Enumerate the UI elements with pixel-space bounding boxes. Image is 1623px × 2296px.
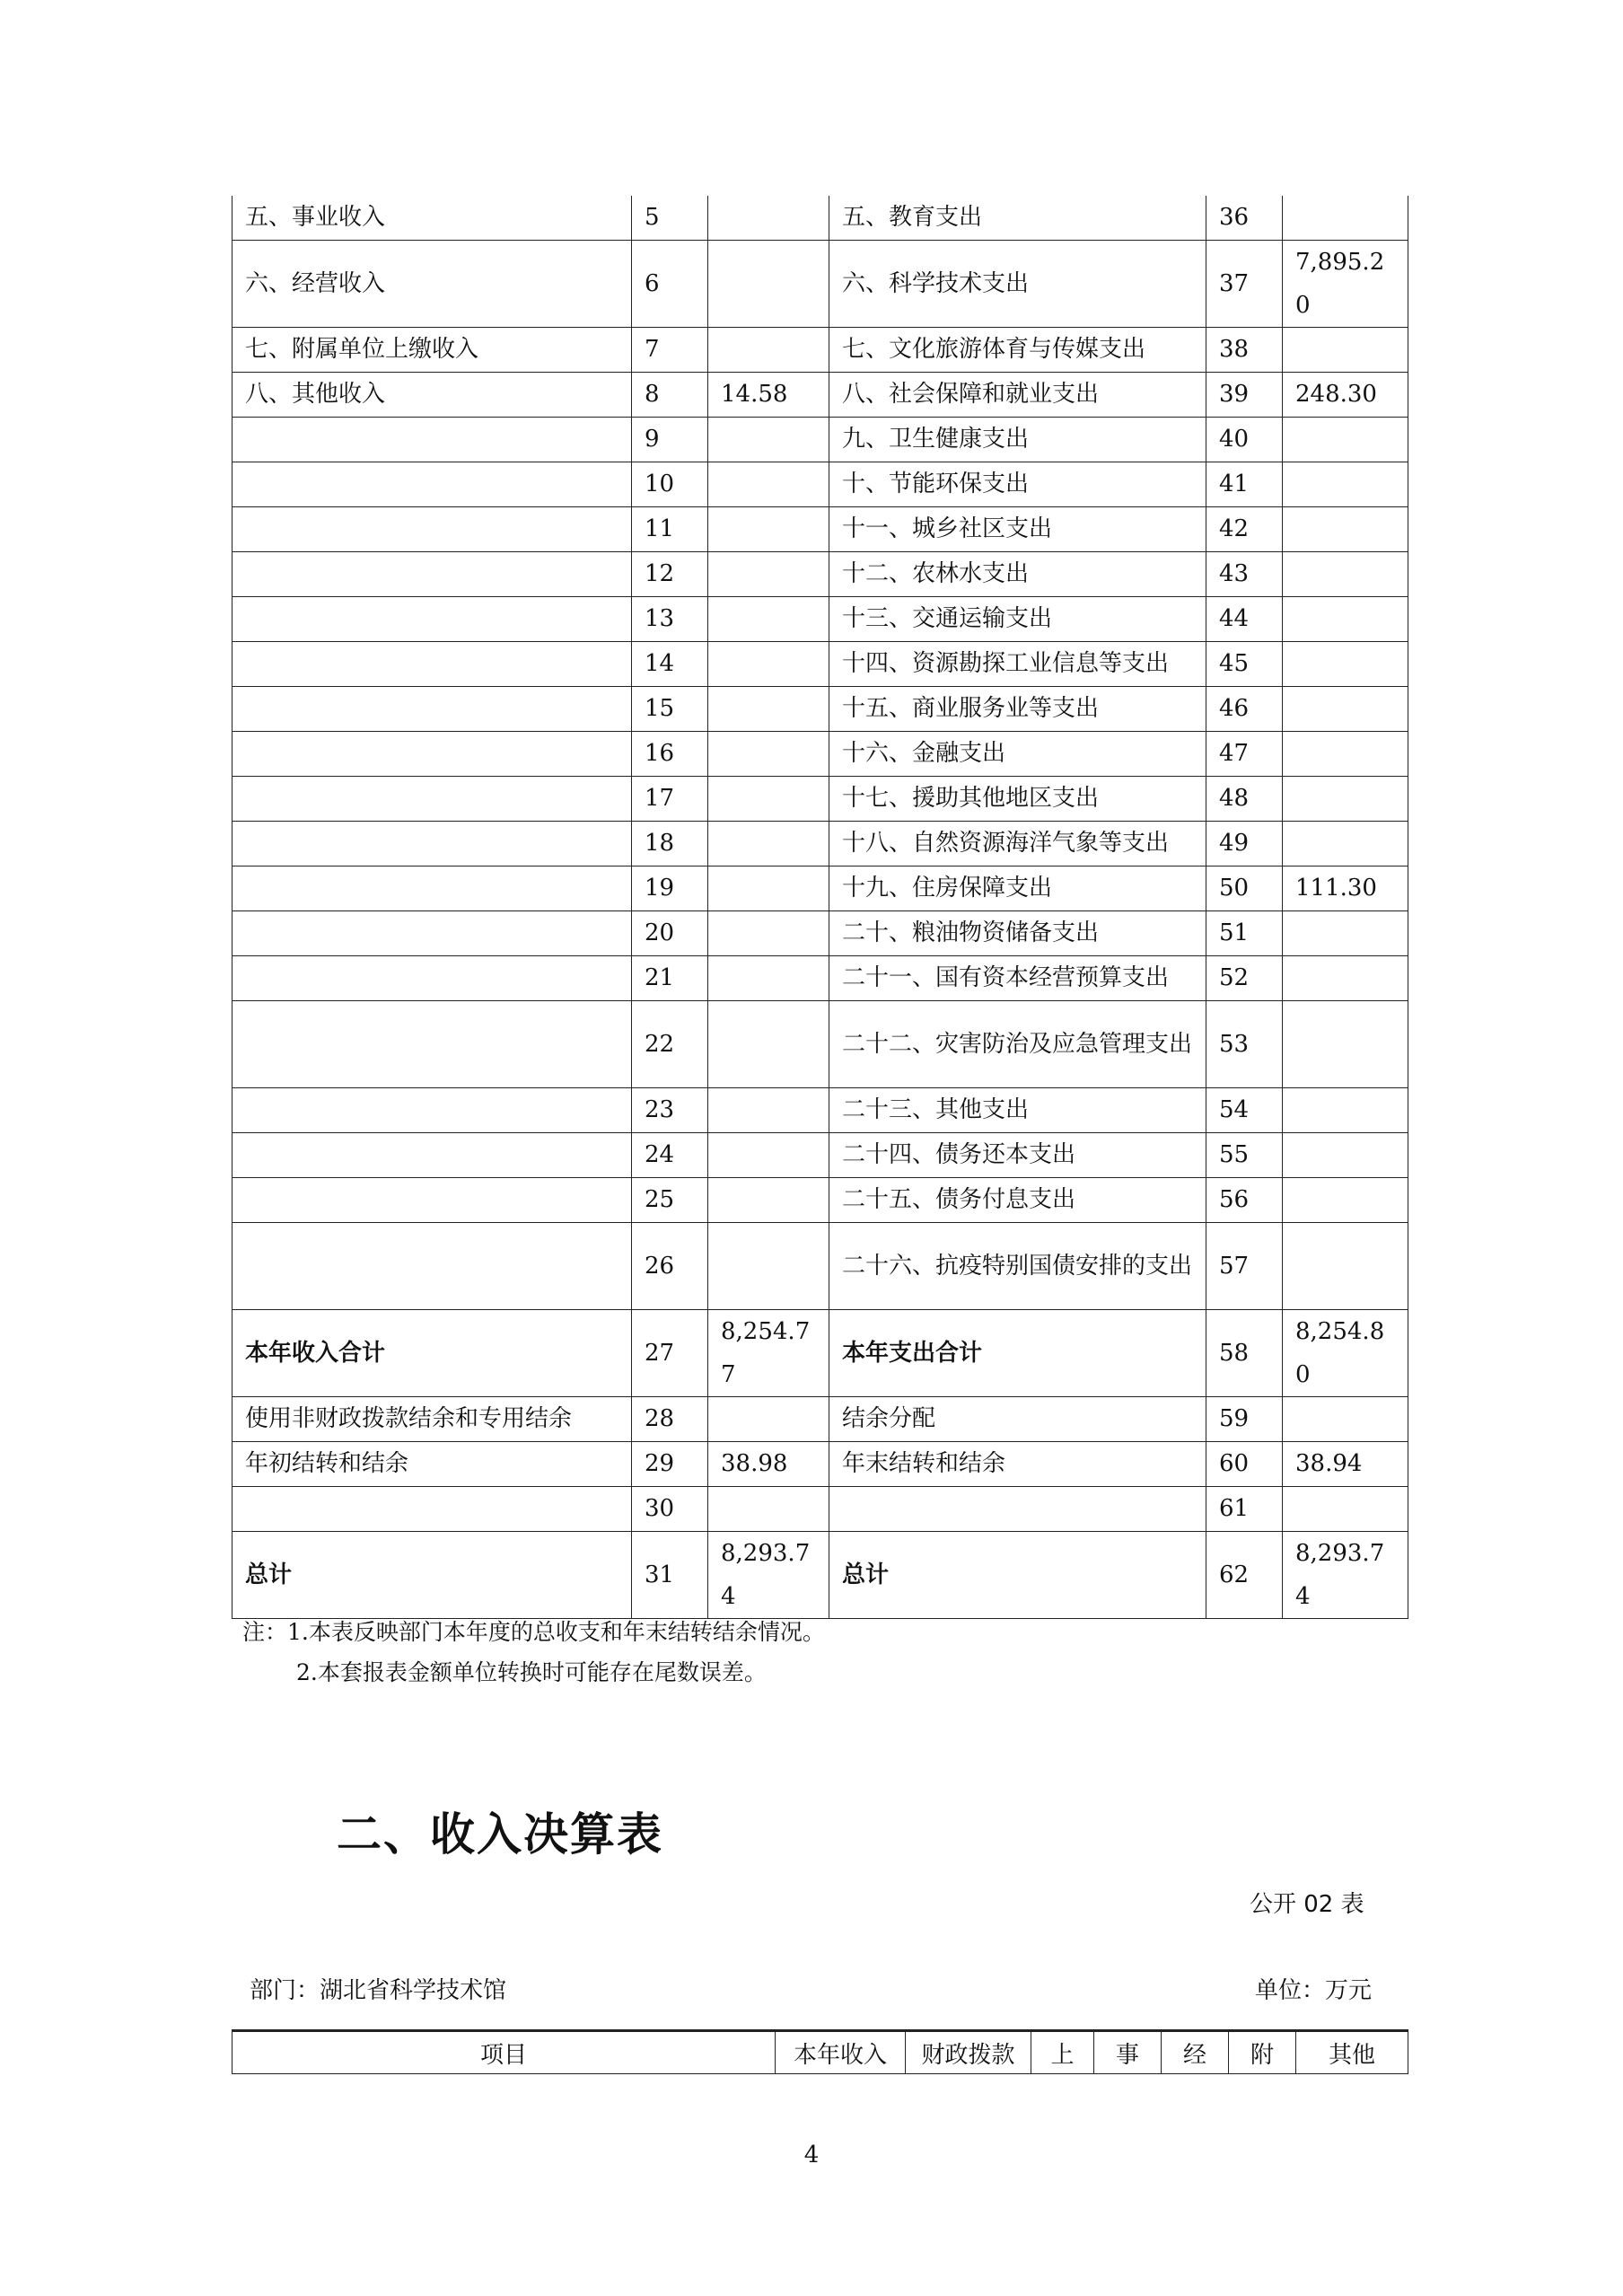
expense-item: 年末结转和结余 [829, 1442, 1206, 1487]
expense-amount [1283, 1178, 1408, 1223]
income-item [232, 687, 632, 732]
income-item: 六、经营收入 [232, 241, 632, 328]
page-number: 4 [803, 2142, 820, 2168]
income-amount [708, 1223, 829, 1310]
income-amount [708, 1133, 829, 1178]
income-line-no: 30 [632, 1487, 708, 1532]
table-row [232, 1310, 1408, 1397]
income-line-no: 11 [632, 507, 708, 552]
expense-amount [1283, 777, 1408, 822]
income-item [232, 1223, 632, 1310]
income-line-no: 13 [632, 597, 708, 642]
expense-amount [1283, 1133, 1408, 1178]
income-item: 使用非财政拨款结余和专用结余 [232, 1397, 632, 1442]
income-item [232, 1178, 632, 1223]
income-item [232, 732, 632, 777]
column-header: 本年收入 [776, 2031, 906, 2074]
income-table-header [232, 2029, 1408, 2074]
expense-item: 十八、自然资源海洋气象等支出 [829, 822, 1206, 866]
table-row [232, 1088, 1408, 1133]
expense-line-no: 49 [1206, 822, 1283, 866]
income-amount [708, 777, 829, 822]
expense-amount [1283, 552, 1408, 597]
expense-line-no: 61 [1206, 1487, 1283, 1532]
expense-amount [1283, 1001, 1408, 1088]
income-line-no: 23 [632, 1088, 708, 1133]
expense-line-no: 58 [1206, 1310, 1283, 1397]
expense-amount [1283, 1397, 1408, 1442]
income-line-no: 29 [632, 1442, 708, 1487]
income-amount [708, 328, 829, 373]
expense-line-no: 54 [1206, 1088, 1283, 1133]
expense-item: 十九、住房保障支出 [829, 866, 1206, 911]
table-row [232, 1532, 1408, 1619]
income-line-no: 15 [632, 687, 708, 732]
expense-item: 十三、交通运输支出 [829, 597, 1206, 642]
income-item [232, 1088, 632, 1133]
income-line-no: 16 [632, 732, 708, 777]
expense-line-no: 60 [1206, 1442, 1283, 1487]
income-line-no: 20 [632, 911, 708, 956]
expense-line-no: 38 [1206, 328, 1283, 373]
expense-line-no: 55 [1206, 1133, 1283, 1178]
expense-item: 七、文化旅游体育与传媒支出 [829, 328, 1206, 373]
table-row [232, 956, 1408, 1001]
table-row [232, 462, 1408, 507]
column-header: 财政拨款 [906, 2031, 1031, 2074]
income-line-no: 27 [632, 1310, 708, 1397]
expense-amount: 8,293.74 [1283, 1532, 1408, 1619]
expense-item: 二十四、债务还本支出 [829, 1133, 1206, 1178]
expense-item: 五、教育支出 [829, 196, 1206, 241]
table-row [232, 373, 1408, 418]
table-row [232, 597, 1408, 642]
expense-amount [1283, 462, 1408, 507]
expense-amount [1283, 732, 1408, 777]
table-row [232, 328, 1408, 373]
table-row [232, 866, 1408, 911]
income-amount [708, 418, 829, 462]
table-row [232, 1178, 1408, 1223]
income-item: 七、附属单位上缴收入 [232, 328, 632, 373]
expense-amount [1283, 822, 1408, 866]
expense-amount [1283, 507, 1408, 552]
income-amount [708, 507, 829, 552]
income-item [232, 1001, 632, 1088]
expense-amount [1283, 196, 1408, 241]
expense-amount [1283, 328, 1408, 373]
income-item [232, 418, 632, 462]
expense-line-no: 50 [1206, 866, 1283, 911]
income-item [232, 822, 632, 866]
expense-amount: 8,254.80 [1283, 1310, 1408, 1397]
expense-line-no: 43 [1206, 552, 1283, 597]
expense-line-no: 48 [1206, 777, 1283, 822]
expense-amount: 7,895.20 [1283, 241, 1408, 328]
table-row [232, 687, 1408, 732]
income-line-no: 12 [632, 552, 708, 597]
income-amount [708, 196, 829, 241]
expense-item: 十四、资源勘探工业信息等支出 [829, 642, 1206, 687]
expense-item: 十二、农林水支出 [829, 552, 1206, 597]
table-row [232, 1133, 1408, 1178]
income-line-no: 31 [632, 1532, 708, 1619]
expense-item: 二十五、债务付息支出 [829, 1178, 1206, 1223]
expense-line-no: 56 [1206, 1178, 1283, 1223]
column-header: 上 [1031, 2031, 1094, 2074]
income-item [232, 866, 632, 911]
income-amount [708, 866, 829, 911]
expense-line-no: 41 [1206, 462, 1283, 507]
income-item: 八、其他收入 [232, 373, 632, 418]
income-item [232, 462, 632, 507]
expense-line-no: 52 [1206, 956, 1283, 1001]
income-item [232, 507, 632, 552]
table-code: 公开 02 表 [1250, 1891, 1364, 1918]
expense-line-no: 44 [1206, 597, 1283, 642]
income-amount [708, 687, 829, 732]
table-row [232, 418, 1408, 462]
income-amount: 14.58 [708, 373, 829, 418]
income-amount [708, 462, 829, 507]
income-amount [708, 1088, 829, 1133]
income-line-no: 9 [632, 418, 708, 462]
income-amount [708, 1397, 829, 1442]
expense-item: 本年支出合计 [829, 1310, 1206, 1397]
income-item [232, 642, 632, 687]
income-line-no: 19 [632, 866, 708, 911]
income-amount [708, 642, 829, 687]
expense-line-no: 59 [1206, 1397, 1283, 1442]
income-amount [708, 552, 829, 597]
expense-item: 结余分配 [829, 1397, 1206, 1442]
column-header: 项目 [232, 2031, 776, 2074]
income-line-no: 5 [632, 196, 708, 241]
income-line-no: 21 [632, 956, 708, 1001]
income-item [232, 777, 632, 822]
income-amount [708, 822, 829, 866]
expense-item: 九、卫生健康支出 [829, 418, 1206, 462]
table-row [232, 196, 1408, 241]
expense-item: 二十六、抗疫特别国债安排的支出 [829, 1223, 1206, 1310]
income-expenditure-table [232, 196, 1408, 1619]
expense-amount: 111.30 [1283, 866, 1408, 911]
note-line-1: 注：1.本表反映部门本年度的总收支和年末结转结余情况。 [242, 1619, 825, 1645]
income-line-no: 22 [632, 1001, 708, 1088]
expense-amount [1283, 642, 1408, 687]
expense-item: 十、节能环保支出 [829, 462, 1206, 507]
expense-item: 二十一、国有资本经营预算支出 [829, 956, 1206, 1001]
expense-item: 二十、粮油物资储备支出 [829, 911, 1206, 956]
expense-amount [1283, 1487, 1408, 1532]
table-row [232, 822, 1408, 866]
expense-item: 十五、商业服务业等支出 [829, 687, 1206, 732]
table-row [232, 732, 1408, 777]
expense-line-no: 53 [1206, 1001, 1283, 1088]
income-amount: 38.98 [708, 1442, 829, 1487]
income-amount: 8,293.74 [708, 1532, 829, 1619]
expense-line-no: 57 [1206, 1223, 1283, 1310]
income-line-no: 18 [632, 822, 708, 866]
expense-item: 总计 [829, 1532, 1206, 1619]
income-amount [708, 1001, 829, 1088]
expense-item: 十七、援助其他地区支出 [829, 777, 1206, 822]
expense-item: 八、社会保障和就业支出 [829, 373, 1206, 418]
table-row [232, 507, 1408, 552]
expense-amount [1283, 956, 1408, 1001]
income-item [232, 1487, 632, 1532]
income-item: 五、事业收入 [232, 196, 632, 241]
expense-line-no: 40 [1206, 418, 1283, 462]
note-line-2: 2.本套报表金额单位转换时可能存在尾数误差。 [296, 1659, 767, 1685]
expense-amount: 38.94 [1283, 1442, 1408, 1487]
department-label: 部门：湖北省科学技术馆 [250, 1977, 507, 2004]
expense-line-no: 42 [1206, 507, 1283, 552]
income-amount [708, 1487, 829, 1532]
income-item: 年初结转和结余 [232, 1442, 632, 1487]
income-amount: 8,254.77 [708, 1310, 829, 1397]
income-item [232, 597, 632, 642]
income-line-no: 24 [632, 1133, 708, 1178]
table-row [232, 1223, 1408, 1310]
expense-line-no: 36 [1206, 196, 1283, 241]
column-header: 附 [1229, 2031, 1296, 2074]
expense-amount [1283, 597, 1408, 642]
income-amount [708, 597, 829, 642]
expense-line-no: 39 [1206, 373, 1283, 418]
income-line-no: 10 [632, 462, 708, 507]
expense-line-no: 37 [1206, 241, 1283, 328]
income-amount [708, 241, 829, 328]
expense-item: 二十三、其他支出 [829, 1088, 1206, 1133]
income-item [232, 1133, 632, 1178]
expense-item: 二十二、灾害防治及应急管理支出 [829, 1001, 1206, 1088]
table-row [232, 911, 1408, 956]
table-row [232, 777, 1408, 822]
income-line-no: 25 [632, 1178, 708, 1223]
income-item [232, 552, 632, 597]
income-item [232, 911, 632, 956]
income-amount [708, 732, 829, 777]
expense-amount: 248.30 [1283, 373, 1408, 418]
income-line-no: 26 [632, 1223, 708, 1310]
income-line-no: 8 [632, 373, 708, 418]
income-line-no: 14 [632, 642, 708, 687]
table-row [232, 1001, 1408, 1088]
expense-amount [1283, 687, 1408, 732]
income-amount [708, 1178, 829, 1223]
column-header: 其他 [1296, 2031, 1408, 2074]
expense-item: 十六、金融支出 [829, 732, 1206, 777]
income-line-no: 6 [632, 241, 708, 328]
table-row [232, 642, 1408, 687]
table-row [232, 552, 1408, 597]
expense-line-no: 62 [1206, 1532, 1283, 1619]
table-row [232, 1397, 1408, 1442]
income-line-no: 28 [632, 1397, 708, 1442]
unit-label: 单位：万元 [1255, 1977, 1373, 2004]
table-row [232, 1487, 1408, 1532]
expense-amount [1283, 911, 1408, 956]
expense-line-no: 46 [1206, 687, 1283, 732]
column-header: 经 [1162, 2031, 1229, 2074]
expense-item [829, 1487, 1206, 1532]
income-item [232, 956, 632, 1001]
expense-line-no: 45 [1206, 642, 1283, 687]
expense-line-no: 51 [1206, 911, 1283, 956]
income-amount [708, 956, 829, 1001]
section-title: 二、收入决算表 [337, 1808, 663, 1861]
income-item: 本年收入合计 [232, 1310, 632, 1397]
expense-amount [1283, 418, 1408, 462]
expense-item: 十一、城乡社区支出 [829, 507, 1206, 552]
expense-amount [1283, 1223, 1408, 1310]
income-line-no: 7 [632, 328, 708, 373]
column-header: 事 [1094, 2031, 1162, 2074]
income-item: 总计 [232, 1532, 632, 1619]
income-amount [708, 911, 829, 956]
expense-line-no: 47 [1206, 732, 1283, 777]
table-row [232, 1442, 1408, 1487]
expense-amount [1283, 1088, 1408, 1133]
expense-item: 六、科学技术支出 [829, 241, 1206, 328]
table-row [232, 241, 1408, 328]
income-line-no: 17 [632, 777, 708, 822]
